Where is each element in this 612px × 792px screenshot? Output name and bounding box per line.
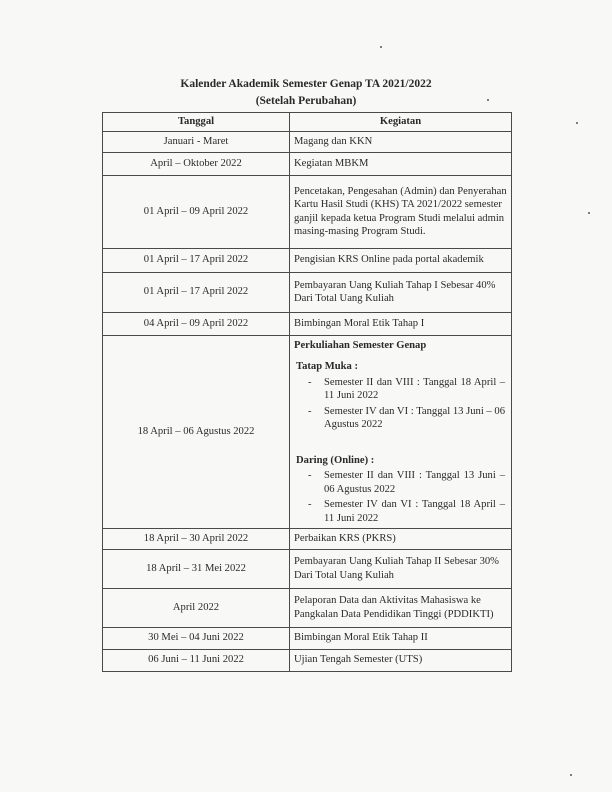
row-date: 18 April – 06 Agustus 2022 <box>103 335 290 529</box>
row-activity: Pembayaran Uang Kuliah Tahap II Sebesar 30% Dari Total Uang Kuliah <box>290 549 512 588</box>
list-item-text: Semester II dan VIII : Tanggal 18 April – 11 Juni 2022 <box>324 376 505 401</box>
table-row <box>103 549 512 588</box>
row-activity: Perbaikan KRS (PKRS) <box>290 529 512 550</box>
row-activity: Pelaporan Data dan Aktivitas Mahasiswa ke Pangkalan Data Pendidikan Tinggi (PDDIKTI) <box>290 588 512 627</box>
row-activity: Pembayaran Uang Kuliah Tahap I Sebesar 40% Dari Total Uang Kuliah <box>290 272 512 312</box>
table-row <box>103 248 512 272</box>
bullet-dash: - <box>308 499 312 510</box>
row-activity: Magang dan KKN <box>290 132 512 153</box>
header-activity: Kegiatan <box>290 113 512 132</box>
bullet-dash: - <box>308 376 312 388</box>
scan-speck <box>588 212 590 214</box>
list-item <box>308 469 507 496</box>
list-item-text: Semester II dan VIII : Tanggal 13 Juni – 06 Agustus 2022 <box>324 470 505 495</box>
row-date: April 2022 <box>103 588 290 627</box>
list-item <box>308 405 507 432</box>
document-title <box>0 76 612 110</box>
list-item-text: Semester IV dan VI : Tanggal 18 April – 11 Juni 2022 <box>324 499 505 524</box>
bullet-dash: - <box>308 405 312 417</box>
row-activity: Ujian Tengah Semester (UTS) <box>290 649 512 671</box>
table-row <box>103 529 512 550</box>
table-row <box>103 649 512 671</box>
row-date: 18 April – 30 April 2022 <box>103 529 290 550</box>
table-header-row <box>103 113 512 132</box>
daring-label: Daring (Online) : <box>296 454 375 466</box>
table-row <box>103 627 512 649</box>
row-date: 01 April – 17 April 2022 <box>103 272 290 312</box>
table-row <box>103 588 512 627</box>
table-row <box>103 132 512 153</box>
row-date: Januari - Maret <box>103 132 290 153</box>
row-date: 06 Juni – 11 Juni 2022 <box>103 649 290 671</box>
tatap-muka-label: Tatap Muka : <box>296 361 359 372</box>
title-line-1: Kalender Akademik Semester Genap TA 2021/2022 <box>180 78 432 90</box>
table-row <box>103 175 512 248</box>
calendar-table <box>102 112 512 672</box>
list-item <box>308 376 507 403</box>
lecture-activity <box>290 335 512 529</box>
list-item <box>308 498 507 525</box>
table-row <box>103 152 512 175</box>
header-date: Tanggal <box>103 113 290 132</box>
row-activity: Pengisian KRS Online pada portal akademik <box>290 248 512 272</box>
row-date: 30 Mei – 04 Juni 2022 <box>103 627 290 649</box>
scan-speck <box>487 99 489 101</box>
row-date: April – Oktober 2022 <box>103 152 290 175</box>
row-date: 01 April – 17 April 2022 <box>103 248 290 272</box>
table-row <box>103 272 512 312</box>
row-activity: Kegiatan MBKM <box>290 152 512 175</box>
row-date: 04 April – 09 April 2022 <box>103 312 290 335</box>
lecture-heading: Perkuliahan Semester Genap <box>294 339 427 351</box>
bullet-dash: - <box>308 470 312 481</box>
row-date: 18 April – 31 Mei 2022 <box>103 549 290 588</box>
row-activity: Pencetakan, Pengesahan (Admin) dan Penyerahan Kartu Hasil Studi (KHS) TA 2021/2022 semester ganjil kepada ketua Program Studi melalui admin masing-masing Program Studi. <box>290 175 512 248</box>
row-activity: Bimbingan Moral Etik Tahap II <box>290 627 512 649</box>
scan-speck <box>380 46 382 48</box>
scan-speck <box>576 122 578 124</box>
lecture-row <box>103 335 512 529</box>
list-item-text: Semester IV dan VI : Tanggal 13 Juni – 06 Agustus 2022 <box>324 405 505 430</box>
table-row <box>103 312 512 335</box>
row-date: 01 April – 09 April 2022 <box>103 175 290 248</box>
scan-speck <box>570 774 572 776</box>
row-activity: Bimbingan Moral Etik Tahap I <box>290 312 512 335</box>
title-line-2: (Setelah Perubahan) <box>255 95 357 107</box>
